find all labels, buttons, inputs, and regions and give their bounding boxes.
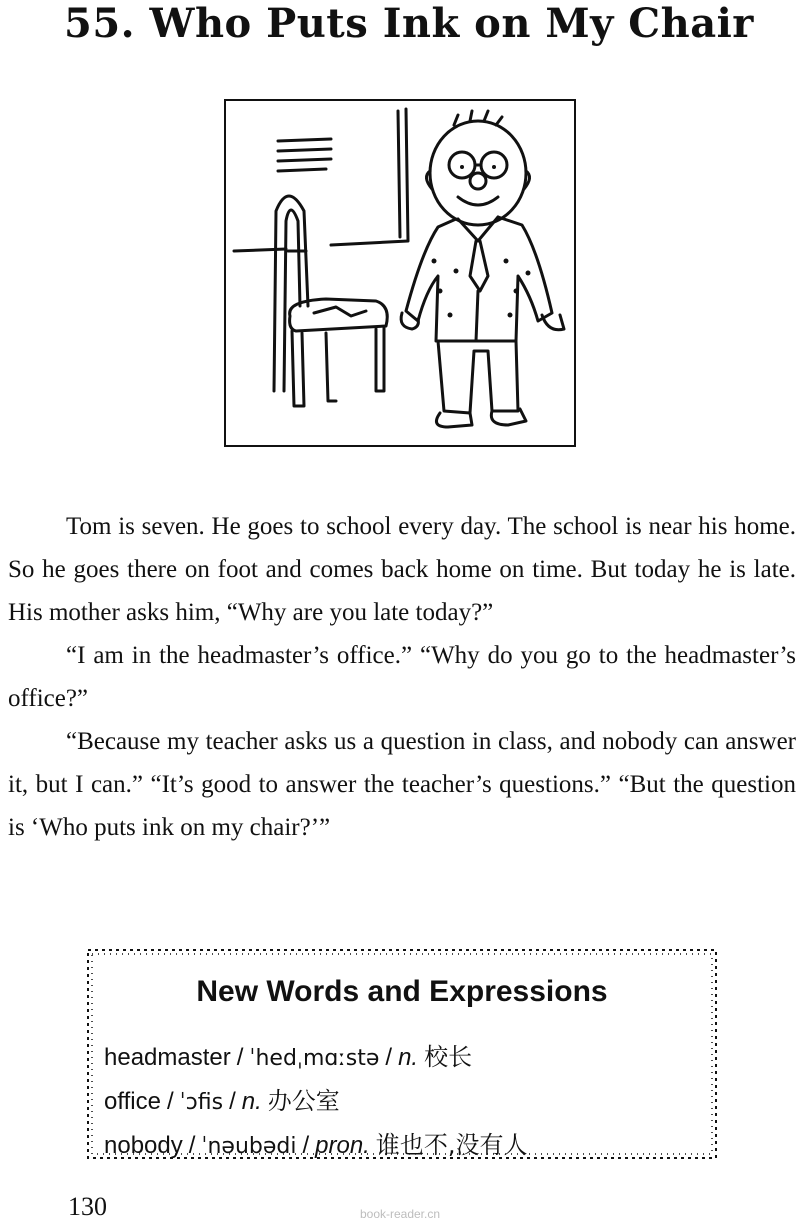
story-paragraph: “Because my teacher asks us a question in class, and nobody can answer it, but I can.” “It’s good to answer the teacher’s questions.” “But the question is ‘Who puts ink on my chair?’” bbox=[8, 728, 796, 841]
lesson-title: 55. Who Puts Ink on My Chair bbox=[64, 0, 754, 47]
vocabulary-box bbox=[84, 944, 720, 1164]
vocabulary-heading: New Words and Expressions bbox=[196, 975, 608, 1008]
vocabulary-entry: nobody / ˈnəubədi / pron. 谁也不,没有人 bbox=[104, 1131, 528, 1159]
vocab-word: office bbox=[104, 1088, 161, 1115]
vocab-word: nobody bbox=[104, 1132, 183, 1159]
vocab-phonetic: ˈhedˌmɑːstə bbox=[249, 1046, 380, 1071]
vocab-part-of-speech: n. bbox=[241, 1088, 262, 1115]
story-text bbox=[8, 505, 796, 849]
watermark: book-reader.cn bbox=[359, 1207, 441, 1221]
story-illustration bbox=[224, 99, 576, 447]
vocab-word: headmaster bbox=[104, 1044, 231, 1071]
vocab-meaning: 校长 bbox=[424, 1043, 473, 1071]
page-number: 130 bbox=[68, 1192, 107, 1221]
vocabulary-list bbox=[104, 1036, 704, 1168]
vocab-phonetic: ˈɔfis bbox=[179, 1090, 224, 1115]
boy-and-chair-drawing bbox=[226, 101, 574, 445]
vocab-meaning: 谁也不,没有人 bbox=[375, 1131, 528, 1159]
story-paragraph: Tom is seven. He goes to school every day. The school is near his home. So he goes there on foot and comes back home on time. But today he is late. His mother asks him, “Why are you late today?” bbox=[8, 513, 796, 626]
vocab-meaning: 办公室 bbox=[267, 1087, 340, 1115]
story-paragraph: “I am in the headmaster’s office.” “Why do you go to the headmaster’s office?” bbox=[8, 642, 796, 712]
vocabulary-entry: headmaster / ˈhedˌmɑːstə / n. 校长 bbox=[104, 1043, 473, 1071]
vocab-part-of-speech: n. bbox=[398, 1044, 419, 1071]
vocabulary-entry: office / ˈɔfis / n. 办公室 bbox=[104, 1087, 340, 1115]
vocab-phonetic: ˈnəubədi bbox=[201, 1134, 297, 1159]
vocab-part-of-speech: pron. bbox=[315, 1132, 370, 1159]
